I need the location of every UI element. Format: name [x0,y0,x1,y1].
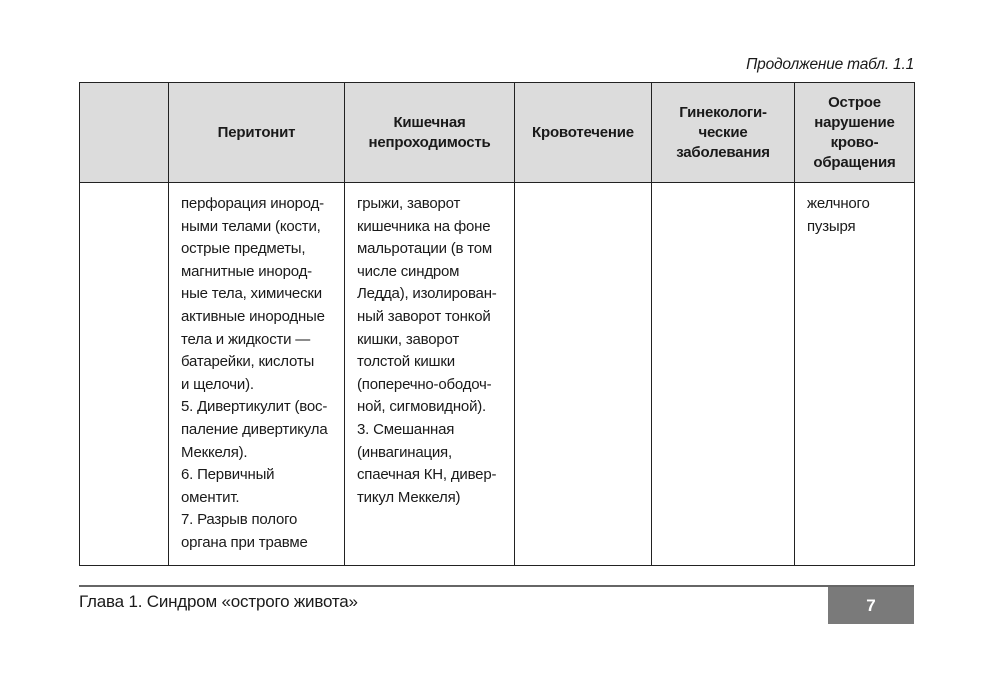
cell-gynecological [652,183,795,566]
header-line: Перитонит [217,123,296,141]
cell-text-line: 5. Дивертикулит (вос- [181,398,328,416]
cell-text-line: 3. Смешанная [357,420,455,438]
cell-text-line: активные инородные [181,307,325,325]
cell-text-line: ной, сигмовидной). [357,398,487,416]
footer-divider [79,585,914,587]
table-caption: Продолжение табл. 1.1 [746,56,914,73]
header-gynecological [652,83,795,183]
cell-text-line: 6. Первичный [181,466,275,484]
header-empty [80,83,169,183]
cell-text-line: кишечника на фоне [357,217,491,235]
cell-text-line: ный заворот тонкой [357,307,491,325]
header-line: Острое [828,93,881,111]
header-line: ческие [698,123,748,141]
header-line: нарушение [814,113,895,131]
cell-text-line: паление дивертикула [181,420,328,438]
header-line: заболевания [676,143,770,161]
header-line: непроходимость [368,133,491,151]
cell-text-line: ными телами (кости, [181,217,321,235]
table-header-row [80,83,915,183]
page-number: 7 [828,587,914,624]
comparison-table [79,82,915,566]
cell-text-line: грыжи, заворот [357,195,461,212]
cell-text-line: ные тела, химически [181,285,322,303]
header-circulation-disorder [795,83,915,183]
cell-text-line: тела и жидкости — [181,330,311,348]
cell-text-line: перфорация инород- [181,195,324,212]
header-line: обращения [813,153,896,171]
cell-text-line: и щелочи). [181,375,254,393]
header-line: Гинекологи- [679,103,767,121]
table-row [80,183,915,566]
cell-bleeding [515,183,652,566]
header-line: Кровотечение [532,123,634,141]
cell-text-line: числе синдром [357,262,460,280]
header-line: крово- [830,133,879,151]
cell-text-line: толстой кишки [357,353,455,371]
cell-text-line: пузыря [807,217,856,235]
header-intestinal-obstruction [345,83,515,183]
cell-text-line: Ледда), изолирован- [357,285,497,303]
cell-text-line: острые предметы, [181,240,306,258]
cell-text-line: оментит. [181,488,240,506]
cell-empty [80,183,169,566]
header-peritonitis [169,83,345,183]
cell-text-line: мальротации (в том [357,240,493,258]
cell-intestinal-obstruction [345,183,515,566]
header-bleeding [515,83,652,183]
header-line: Кишечная [393,113,466,131]
cell-text-line: батарейки, кислоты [181,353,315,371]
cell-text-line: органа при травме [181,533,308,551]
cell-text-line: спаечная КН, дивер- [357,466,497,484]
cell-text-line: тикул Меккеля) [357,488,461,506]
cell-text-line: желчного [807,195,870,212]
cell-peritonitis [169,183,345,566]
cell-text-line: кишки, заворот [357,330,460,348]
cell-text-line: (инвагинация, [357,443,452,461]
cell-circulation-disorder [795,183,915,566]
chapter-title: Глава 1. Синдром «острого живота» [79,592,358,611]
cell-text-line: Меккеля). [181,443,248,461]
cell-text-line: магнитные инород- [181,262,312,280]
cell-text-line: (поперечно-ободоч- [357,375,492,393]
cell-text-line: 7. Разрыв полого [181,511,298,529]
